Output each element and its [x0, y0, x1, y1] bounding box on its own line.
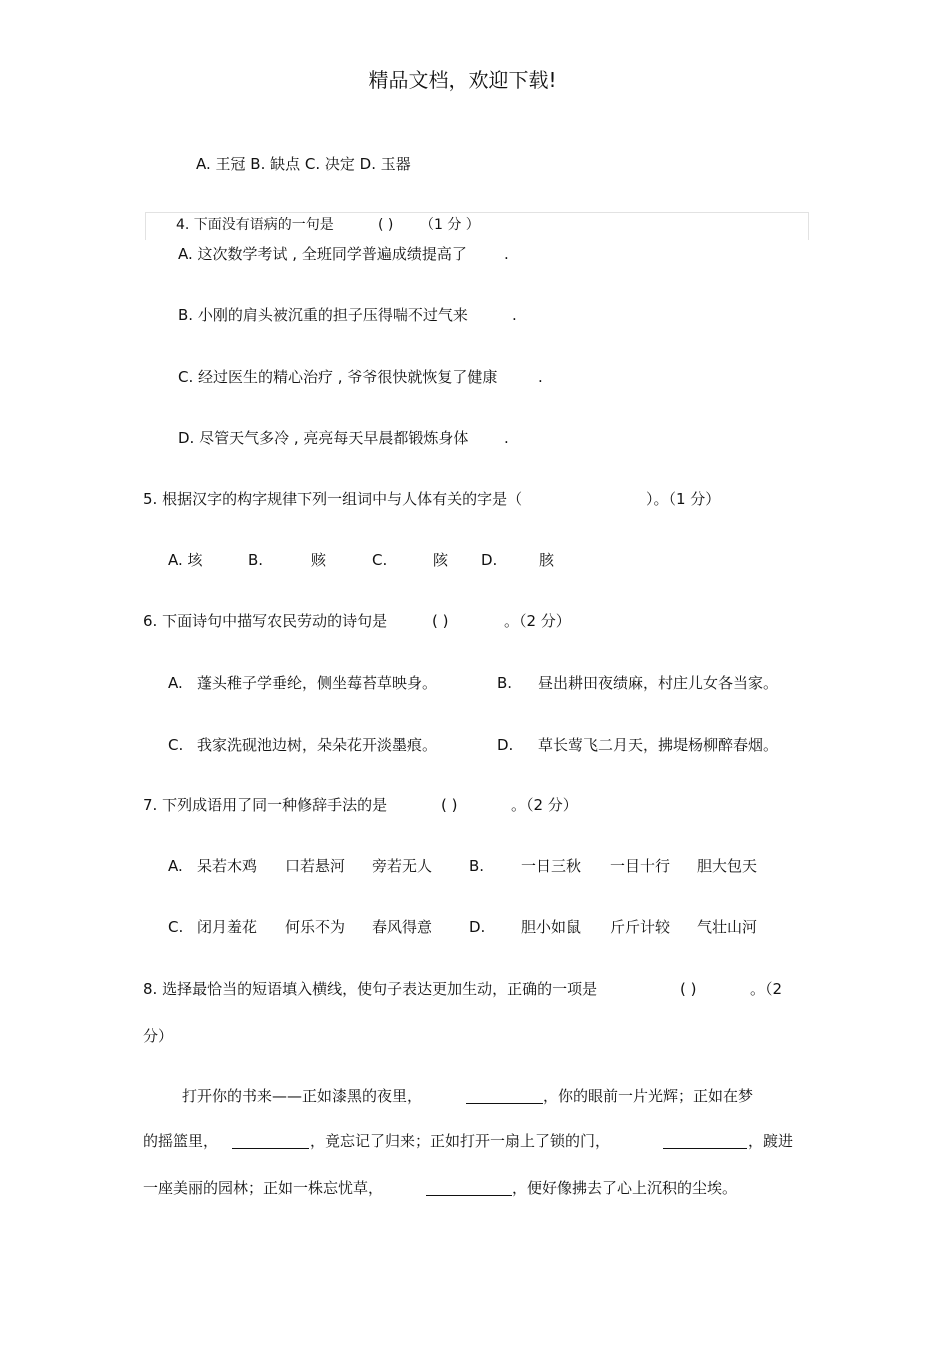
q6-option-a-letter: A.	[168, 674, 183, 692]
q7-row2-cell: C.	[168, 918, 184, 936]
q7-row2-cell: 闭月羞花	[197, 918, 258, 936]
blank-3	[663, 1134, 747, 1152]
q8-stem: 8. 选择最恰当的短语填入横线，使句子表达更加生动，正确的一项是	[143, 980, 598, 998]
q7-row2-cell: 何乐不为	[285, 918, 346, 936]
q7-row2-cell: 气壮山河	[697, 918, 758, 936]
q7-score: 。（2 分）	[511, 796, 578, 814]
q7-row2-cell: 斤斤计较	[610, 918, 671, 936]
q8-passage-1b: ，你的眼前一片光辉；正如在梦	[543, 1087, 754, 1105]
q8-passage-1a: 打开你的书来——正如漆黑的夜里，	[182, 1087, 423, 1105]
q7-row1-cell: A.	[168, 857, 183, 875]
q4-paren: ( )	[378, 217, 394, 233]
q7-row1-cell: 口若悬河	[285, 857, 346, 875]
q6-option-b-text: 昼出耕田夜绩麻，村庄儿女各当家。	[538, 674, 779, 692]
q6-score: 。（2 分）	[504, 612, 571, 630]
q5-option-d-letter: D.	[481, 551, 498, 569]
q6-option-c-letter: C.	[168, 736, 184, 754]
q5-option-c-letter: C.	[372, 551, 388, 569]
q5-option-c-char: 陔	[433, 551, 449, 569]
q8-passage-3a: 一座美丽的园林；正如一株忘忧草，	[143, 1179, 384, 1197]
q8-passage-3b: ，便好像拂去了心上沉积的尘埃。	[512, 1179, 738, 1197]
blank-2	[232, 1134, 309, 1152]
page-title: 精品文档，欢迎下载!	[368, 68, 557, 92]
q7-row1-cell: 一目十行	[610, 857, 671, 875]
q5-stem: 5. 根据汉字的构字规律下列一组词中与人体有关的字是（	[143, 490, 523, 508]
q6-paren: ( )	[432, 612, 449, 630]
blank-4	[426, 1181, 512, 1199]
q4-option-a-dot: .	[504, 245, 509, 263]
q6-option-b-letter: B.	[497, 674, 513, 692]
q6-option-a-text: 蓬头稚子学垂纶，侧坐莓苔草映身。	[197, 674, 438, 692]
q5-option-b-char: 赅	[311, 551, 327, 569]
q7-row1-cell: B.	[469, 857, 485, 875]
q4-option-b: B. 小刚的肩头被沉重的担子压得喘不过气来	[178, 306, 468, 324]
q5-option-a: A. 垓	[168, 551, 203, 569]
q3-options: A. 王冠 B. 缺点 C. 决定 D. 玉器	[196, 155, 411, 173]
q7-row1-cell: 一日三秋	[521, 857, 582, 875]
q6-option-c-text: 我家洗砚池边树，朵朵花开淡墨痕。	[197, 736, 438, 754]
q4-option-b-dot: .	[512, 306, 517, 324]
q8-score: 。（2	[750, 980, 783, 998]
q4-score: （1 分 ）	[420, 217, 480, 233]
blank-1	[466, 1089, 543, 1107]
q4-option-d-dot: .	[504, 429, 509, 447]
q6-option-d-letter: D.	[497, 736, 514, 754]
q4-option-c-dot: .	[538, 368, 543, 386]
q7-row2-cell: D.	[469, 918, 486, 936]
q4-option-a: A. 这次数学考试 , 全班同学普遍成绩提高了	[178, 245, 467, 263]
q4-option-d: D. 尽管天气多冷 , 亮亮每天早晨都锻炼身体	[178, 429, 469, 447]
q8-paren: ( )	[680, 980, 697, 998]
q5-option-d-char: 胲	[539, 551, 555, 569]
q7-row1-cell: 旁若无人	[372, 857, 433, 875]
q6-stem: 6. 下面诗句中描写农民劳动的诗句是	[143, 612, 388, 630]
q8-score-cont: 分）	[143, 1027, 174, 1045]
q4-stem: 4. 下面没有语病的一句是	[176, 217, 334, 233]
q6-option-d-text: 草长莺飞二月天，拂堤杨柳醉春烟。	[538, 736, 779, 754]
q4-option-c: C. 经过医生的精心治疗 , 爷爷很快就恢复了健康	[178, 368, 498, 386]
q7-row1-cell: 呆若木鸡	[197, 857, 258, 875]
q8-passage-2c: ，踱进	[748, 1132, 794, 1150]
q5-option-b-letter: B.	[248, 551, 264, 569]
q8-passage-2a: 的摇篮里，	[143, 1132, 219, 1150]
q7-row2-cell: 春风得意	[372, 918, 433, 936]
q7-row2-cell: 胆小如鼠	[521, 918, 582, 936]
q7-stem: 7. 下列成语用了同一种修辞手法的是	[143, 796, 388, 814]
q5-tail: ）。（1 分）	[646, 490, 721, 508]
q7-paren: ( )	[441, 796, 458, 814]
q8-passage-2b: ，竟忘记了归来；正如打开一扇上了锁的门，	[310, 1132, 611, 1150]
q7-row1-cell: 胆大包天	[697, 857, 758, 875]
